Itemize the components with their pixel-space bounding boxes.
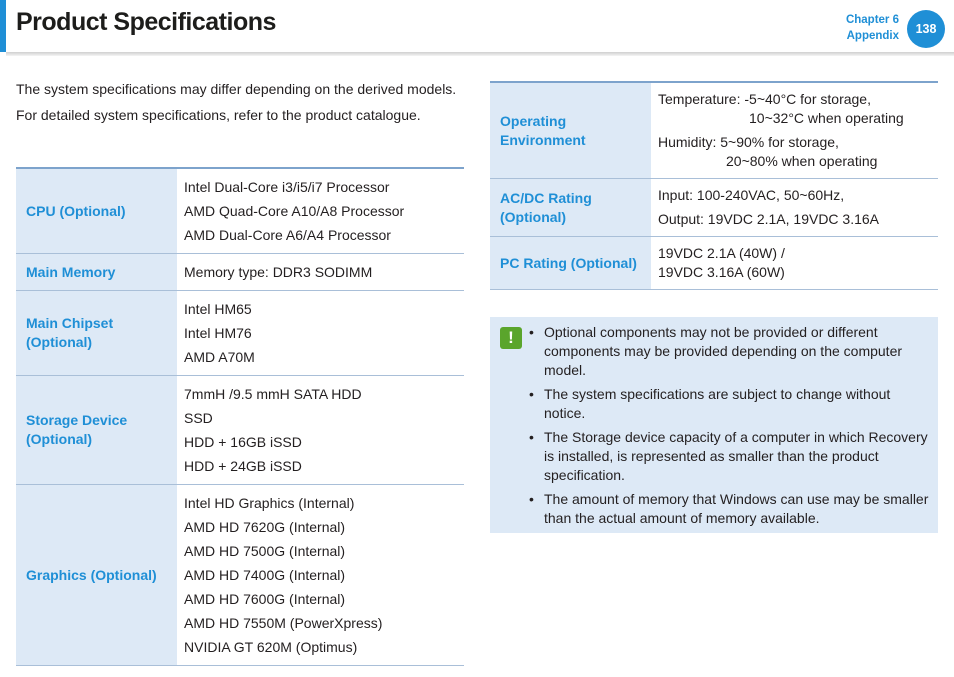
spec-value-graphics bbox=[177, 485, 464, 666]
note-box bbox=[490, 317, 938, 533]
intro-paragraph-1: The system specifications may differ depending on the derived models. bbox=[16, 81, 457, 97]
spec-value-acdc-rating bbox=[651, 179, 938, 237]
exclamation-icon: ! bbox=[500, 327, 522, 349]
spec-value-main-memory bbox=[177, 254, 464, 291]
chapter-number: Chapter 6 bbox=[845, 14, 899, 26]
spec-row-operating-environment bbox=[490, 82, 938, 179]
spec-value-line: Memory type: DDR3 SODIMM bbox=[184, 264, 373, 280]
humidity-storage: Humidity: 5~90% for storage, bbox=[658, 134, 839, 150]
spec-value-line: Intel HM76 bbox=[184, 325, 252, 341]
spec-value-line: NVIDIA GT 620M (Optimus) bbox=[184, 639, 358, 655]
spec-row-main-memory bbox=[16, 254, 464, 291]
spec-value-line: 7mmH /9.5 mmH SATA HDD bbox=[184, 386, 362, 402]
spec-row-cpu bbox=[16, 168, 464, 254]
note-item: • The system specifications are subject to change without notice. bbox=[528, 385, 932, 423]
spec-label-operating-environment: Operating Environment bbox=[490, 82, 651, 179]
acdc-output: Output: 19VDC 2.1A, 19VDC 3.16A bbox=[658, 211, 880, 227]
chapter-label bbox=[846, 12, 899, 44]
spec-value-pc-rating bbox=[651, 237, 938, 290]
spec-label-main-chipset: Main Chipset (Optional) bbox=[16, 291, 177, 376]
spec-value-cpu bbox=[177, 168, 464, 254]
spec-row-main-chipset bbox=[16, 291, 464, 376]
note-item: • Optional components may not be provided or different components may be provided depending on the computer model. bbox=[528, 323, 932, 380]
header-accent-bar bbox=[0, 0, 6, 52]
spec-value-operating-environment bbox=[651, 82, 938, 179]
spec-row-graphics bbox=[16, 485, 464, 666]
spec-value-line: AMD Dual-Core A6/A4 Processor bbox=[184, 227, 391, 243]
spec-label-main-memory: Main Memory bbox=[16, 254, 177, 291]
spec-value-line: AMD HD 7500G (Internal) bbox=[184, 543, 346, 559]
spec-value-line: AMD HD 7550M (PowerXpress) bbox=[184, 615, 383, 631]
spec-label-storage-device: Storage Device (Optional) bbox=[16, 376, 177, 485]
spec-row-acdc-rating bbox=[490, 179, 938, 237]
spec-label-pc-rating: PC Rating (Optional) bbox=[490, 237, 651, 290]
page-number-badge: 138 bbox=[907, 10, 945, 48]
spec-table-left bbox=[16, 167, 464, 666]
spec-value-line: AMD Quad-Core A10/A8 Processor bbox=[184, 203, 405, 219]
temperature-spec bbox=[658, 90, 932, 128]
spec-value-line: Intel HM65 bbox=[184, 301, 252, 317]
spec-row-storage-device bbox=[16, 376, 464, 485]
spec-label-acdc-rating: AC/DC Rating (Optional) bbox=[490, 179, 651, 237]
spec-value-line: AMD A70M bbox=[184, 349, 255, 365]
header-divider bbox=[6, 52, 954, 56]
intro-paragraph-2: For detailed system specifications, refer to the product catalogue. bbox=[16, 107, 421, 123]
note-item: • The Storage device capacity of a computer in which Recovery is installed, is represented as smaller than the product specification. bbox=[528, 428, 932, 485]
spec-row-pc-rating bbox=[490, 237, 938, 290]
acdc-input: Input: 100-240VAC, 50~60Hz, bbox=[658, 187, 845, 203]
spec-value-line: AMD HD 7400G (Internal) bbox=[184, 567, 346, 583]
spec-value-line: Intel HD Graphics (Internal) bbox=[184, 495, 355, 511]
spec-value-line: AMD HD 7620G (Internal) bbox=[184, 519, 346, 535]
pc-rating-line-1: 19VDC 2.1A (40W) / bbox=[658, 245, 785, 261]
spec-value-line: HDD + 16GB iSSD bbox=[184, 434, 302, 450]
page-title: Product Specifications bbox=[16, 8, 276, 36]
spec-label-cpu: CPU (Optional) bbox=[16, 168, 177, 254]
humidity-operating: 20~80% when operating bbox=[726, 153, 878, 169]
chapter-name: Appendix bbox=[846, 30, 899, 42]
intro-text bbox=[16, 80, 466, 132]
spec-value-line: Intel Dual-Core i3/i5/i7 Processor bbox=[184, 179, 390, 195]
pc-rating-line-2: 19VDC 3.16A (60W) bbox=[658, 264, 785, 280]
note-list bbox=[528, 323, 932, 533]
spec-table-right bbox=[490, 81, 938, 290]
temperature-storage: Temperature: -5~40°C for storage, bbox=[658, 91, 871, 107]
humidity-spec bbox=[658, 133, 932, 171]
spec-label-graphics: Graphics (Optional) bbox=[16, 485, 177, 666]
temperature-operating: 10~32°C when operating bbox=[749, 110, 904, 126]
spec-value-line: HDD + 24GB iSSD bbox=[184, 458, 302, 474]
spec-value-main-chipset bbox=[177, 291, 464, 376]
spec-value-line: SSD bbox=[184, 410, 213, 426]
spec-value-storage-device bbox=[177, 376, 464, 485]
note-item: • The amount of memory that Windows can use may be smaller than the actual amount of memory available. bbox=[528, 490, 932, 528]
spec-value-line: AMD HD 7600G (Internal) bbox=[184, 591, 346, 607]
